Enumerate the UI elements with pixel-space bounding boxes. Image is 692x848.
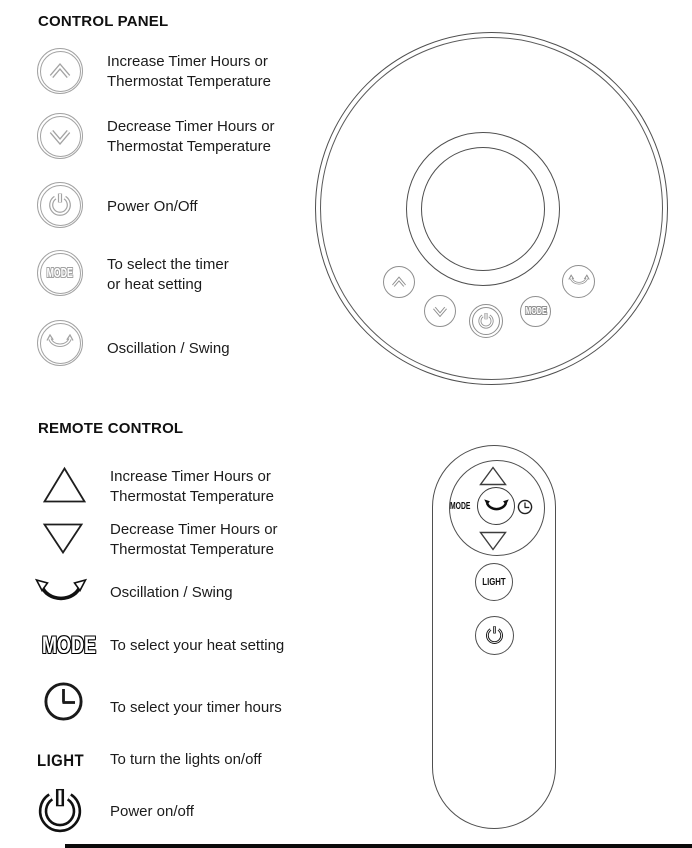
- legend-text: [110, 583, 233, 603]
- remote-clock-icon: [517, 499, 533, 515]
- panel-down-button: [424, 295, 456, 327]
- legend-line: Decrease Timer Hours or: [107, 118, 275, 135]
- light-glyph: LIGHT: [37, 751, 85, 770]
- legend-line: Decrease Timer Hours or: [110, 521, 278, 538]
- remote-light-label: LIGHT: [482, 576, 506, 588]
- icon-inner-ring: [40, 51, 81, 92]
- remote-up-triangle: [479, 466, 507, 486]
- chevron-down-circle-icon: [37, 113, 83, 159]
- power-glyph: [484, 625, 505, 646]
- legend-text: [107, 339, 230, 359]
- legend-line: Oscillation / Swing: [107, 340, 230, 357]
- legend-line: or heat setting: [107, 275, 203, 293]
- remote-control-heading: REMOTE CONTROL: [38, 420, 184, 437]
- panel-display-ring-inner: [421, 147, 545, 271]
- chevron-up-circle-icon: [37, 48, 83, 94]
- button-inner-ring: [472, 307, 500, 335]
- triangle-down-icon: [42, 522, 84, 555]
- legend-line: To select your timer hours: [110, 699, 282, 716]
- legend-line: Power on/off: [110, 803, 194, 820]
- panel-up-button: [383, 266, 415, 298]
- legend-line: Thermostat Temperature: [110, 540, 274, 558]
- legend-line: To select your heat setting: [110, 637, 285, 654]
- panel-oscillation-button: [562, 265, 595, 298]
- legend-text: [110, 520, 278, 559]
- legend-line: Thermostat Temperature: [110, 487, 274, 505]
- icon-inner-ring: [40, 116, 81, 157]
- icon-inner-ring: [40, 185, 81, 226]
- legend-line: Power On/Off: [107, 198, 198, 215]
- legend-line: To select the timer: [107, 256, 229, 273]
- remote-oscillation-button: [477, 487, 515, 525]
- legend-line: Oscillation / Swing: [110, 584, 233, 601]
- triangle-up-icon: [42, 466, 87, 504]
- legend-text: [107, 197, 198, 217]
- mode-icon-label: MODE: [46, 266, 74, 280]
- legend-text: [107, 255, 229, 294]
- mode-glyph: MODE: [42, 632, 96, 659]
- mode-circle-icon: [37, 250, 83, 296]
- panel-mode-button: [520, 296, 551, 327]
- legend-line: Increase Timer Hours or: [107, 53, 268, 70]
- remote-light-button: [475, 563, 513, 601]
- chevron-down-glyph: [432, 305, 448, 317]
- swing-glyph: [483, 498, 510, 515]
- oscillation-circle-icon: [37, 320, 83, 366]
- icon-inner-ring: [40, 323, 81, 364]
- legend-line: To turn the lights on/off: [110, 751, 262, 768]
- legend-text: [110, 467, 274, 506]
- remote-power-button: [475, 616, 514, 655]
- legend-text: [107, 117, 275, 156]
- panel-power-button: [469, 304, 503, 338]
- legend-text: [110, 802, 194, 822]
- control-panel-heading: CONTROL PANEL: [38, 13, 169, 30]
- legend-text: [110, 750, 262, 770]
- legend-line: Thermostat Temperature: [107, 72, 271, 90]
- legend-text: [110, 636, 284, 656]
- power-icon: [35, 787, 85, 840]
- remote-down-triangle: [479, 531, 507, 551]
- legend-line: Increase Timer Hours or: [110, 468, 271, 485]
- legend-text: [110, 698, 282, 718]
- page-bottom-rule: [65, 844, 692, 848]
- clock-icon: [43, 681, 84, 722]
- oscillation-swing-icon: [35, 578, 87, 608]
- legend-text: [107, 52, 271, 91]
- chevron-up-glyph: [391, 276, 407, 288]
- swing-glyph: [568, 274, 590, 289]
- power-circle-icon: [37, 182, 83, 228]
- mode-button-label: MODE: [524, 306, 547, 317]
- legend-line: Thermostat Temperature: [107, 137, 271, 155]
- remote-mode-label: MODE: [450, 501, 471, 512]
